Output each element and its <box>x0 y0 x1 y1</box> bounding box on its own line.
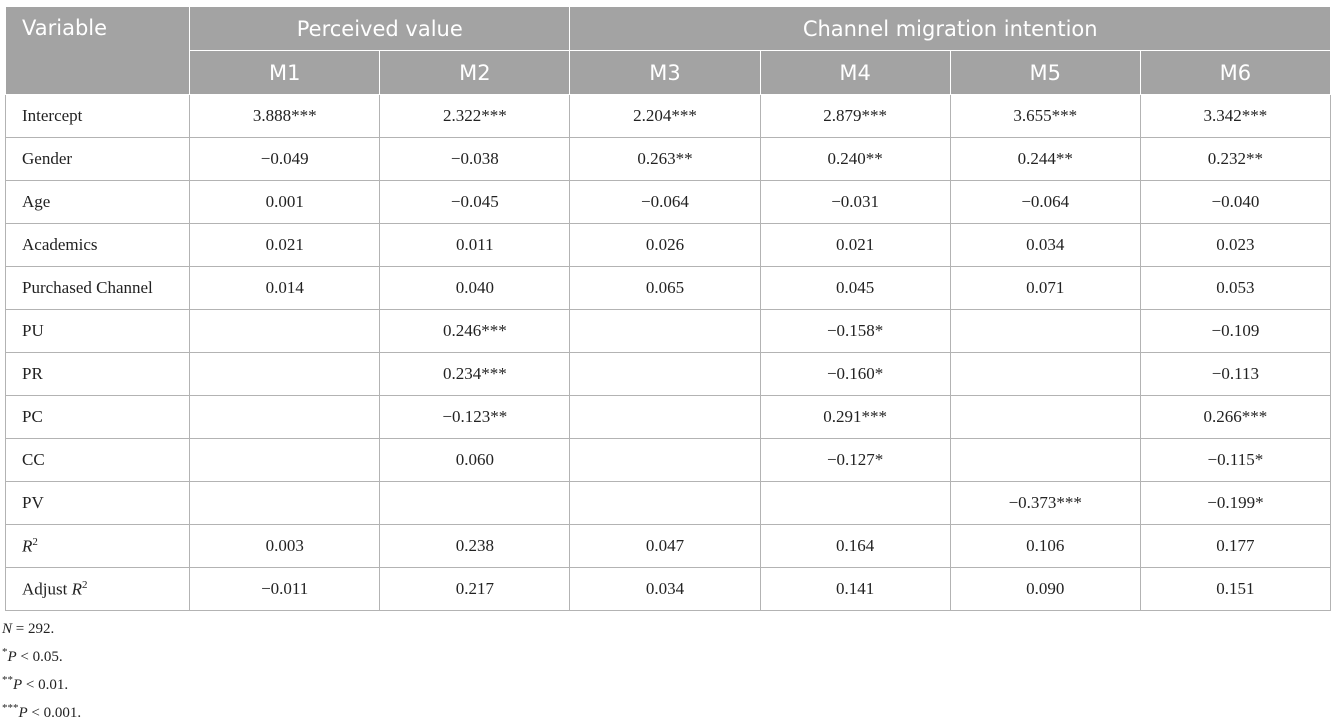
footnote-p-text: < 0.001. <box>27 705 82 721</box>
table-cell: −0.064 <box>950 181 1140 224</box>
table-cell: 0.065 <box>570 267 760 310</box>
table-cell: −0.115* <box>1140 439 1330 482</box>
table-cell: 0.014 <box>190 267 380 310</box>
footnote-stars: * <box>2 646 8 658</box>
table-cell: 0.053 <box>1140 267 1330 310</box>
label-variable: R <box>71 579 82 599</box>
table-header <box>6 7 1331 95</box>
table-row <box>6 138 1331 181</box>
table-cell: −0.123** <box>380 396 570 439</box>
table-cell: 0.106 <box>950 525 1140 568</box>
footnote-p-text: < 0.01. <box>22 677 69 693</box>
table-cell: 0.040 <box>380 267 570 310</box>
table-cell: 0.240** <box>760 138 950 181</box>
row-label: PC <box>6 396 190 439</box>
table-row <box>6 568 1331 611</box>
table-cell: 3.342*** <box>1140 95 1330 138</box>
table-cell <box>760 482 950 525</box>
footnote-p-text: < 0.05. <box>16 649 63 665</box>
table-cell: 0.060 <box>380 439 570 482</box>
table-cell: 2.322*** <box>380 95 570 138</box>
table-cell <box>950 310 1140 353</box>
table-cell: −0.109 <box>1140 310 1330 353</box>
footnote-n-variable: N <box>2 621 13 637</box>
label-superscript: 2 <box>81 578 88 591</box>
footnote-sample-size <box>2 618 81 641</box>
table-cell <box>950 439 1140 482</box>
table-cell: 0.291*** <box>760 396 950 439</box>
table-cell: 0.266*** <box>1140 396 1330 439</box>
row-label: Age <box>6 181 190 224</box>
footnote-n-text: = 292. <box>12 621 55 637</box>
table-row <box>6 181 1331 224</box>
header-row-models <box>6 51 1331 95</box>
table-cell: 2.204*** <box>570 95 760 138</box>
label-variable: R <box>22 536 33 556</box>
footnote-p-variable: P <box>13 677 23 693</box>
table-row <box>6 396 1331 439</box>
table-cell: 0.238 <box>380 525 570 568</box>
table-cell: −0.113 <box>1140 353 1330 396</box>
table-cell: 0.021 <box>760 224 950 267</box>
table-cell: 0.232** <box>1140 138 1330 181</box>
table-cell <box>570 482 760 525</box>
row-label: CC <box>6 439 190 482</box>
footnote-p-001 <box>2 669 81 697</box>
table-cell: −0.160* <box>760 353 950 396</box>
table-row <box>6 267 1331 310</box>
table-row <box>6 482 1331 525</box>
header-model-m3: M3 <box>570 51 760 95</box>
table-cell <box>190 310 380 353</box>
table-cell: 0.244** <box>950 138 1140 181</box>
table-cell: −0.158* <box>760 310 950 353</box>
header-row-groups <box>6 7 1331 51</box>
table-cell: 0.034 <box>950 224 1140 267</box>
header-group-channel-migration-intention: Channel migration intention <box>570 7 1331 51</box>
table-cell: 0.021 <box>190 224 380 267</box>
label-prefix: Adjust <box>22 579 72 599</box>
table-cell: −0.031 <box>760 181 950 224</box>
footnote-p-variable: P <box>18 705 28 721</box>
table-cell <box>570 439 760 482</box>
table-cell: 0.151 <box>1140 568 1330 611</box>
table-cell: −0.373*** <box>950 482 1140 525</box>
regression-table-container <box>5 6 1331 611</box>
table-cell: 0.177 <box>1140 525 1330 568</box>
table-cell <box>950 396 1140 439</box>
table-body <box>6 95 1331 611</box>
table-cell: 3.655*** <box>950 95 1140 138</box>
footnote-stars: *** <box>2 702 19 714</box>
table-cell <box>190 396 380 439</box>
table-cell: −0.038 <box>380 138 570 181</box>
table-cell: 0.034 <box>570 568 760 611</box>
header-variable: Variable <box>6 7 190 95</box>
header-model-m5: M5 <box>950 51 1140 95</box>
table-row <box>6 310 1331 353</box>
header-model-m4: M4 <box>760 51 950 95</box>
table-cell: −0.049 <box>190 138 380 181</box>
table-cell: 0.263** <box>570 138 760 181</box>
table-cell: 0.023 <box>1140 224 1330 267</box>
table-cell: 0.003 <box>190 525 380 568</box>
table-cell: 3.888*** <box>190 95 380 138</box>
table-cell: 0.234*** <box>380 353 570 396</box>
table-cell: −0.127* <box>760 439 950 482</box>
row-label-adjusted-r-squared <box>6 568 190 611</box>
table-cell <box>190 439 380 482</box>
table-cell <box>380 482 570 525</box>
header-model-m6: M6 <box>1140 51 1330 95</box>
regression-table <box>5 6 1331 611</box>
table-row <box>6 439 1331 482</box>
table-cell <box>570 396 760 439</box>
table-footnotes <box>2 618 81 725</box>
table-cell: 0.141 <box>760 568 950 611</box>
footnote-p-variable: P <box>7 649 17 665</box>
table-cell <box>950 353 1140 396</box>
table-cell <box>190 353 380 396</box>
table-cell: 0.047 <box>570 525 760 568</box>
header-model-m2: M2 <box>380 51 570 95</box>
table-cell: 2.879*** <box>760 95 950 138</box>
table-cell: −0.040 <box>1140 181 1330 224</box>
table-row <box>6 95 1331 138</box>
row-label-r-squared <box>6 525 190 568</box>
row-label: Purchased Channel <box>6 267 190 310</box>
row-label: PR <box>6 353 190 396</box>
table-cell: 0.001 <box>190 181 380 224</box>
table-cell <box>570 353 760 396</box>
table-cell <box>190 482 380 525</box>
table-cell: 0.045 <box>760 267 950 310</box>
table-row <box>6 525 1331 568</box>
row-label: PV <box>6 482 190 525</box>
footnote-p-0001 <box>2 697 81 725</box>
table-cell: 0.164 <box>760 525 950 568</box>
table-cell: 0.246*** <box>380 310 570 353</box>
table-cell: −0.199* <box>1140 482 1330 525</box>
row-label: Intercept <box>6 95 190 138</box>
header-model-m1: M1 <box>190 51 380 95</box>
table-cell: 0.011 <box>380 224 570 267</box>
table-row <box>6 224 1331 267</box>
table-row <box>6 353 1331 396</box>
table-cell: 0.217 <box>380 568 570 611</box>
table-cell: 0.071 <box>950 267 1140 310</box>
table-cell: 0.026 <box>570 224 760 267</box>
table-cell: −0.045 <box>380 181 570 224</box>
footnote-stars: ** <box>2 674 13 686</box>
row-label: PU <box>6 310 190 353</box>
table-cell: 0.090 <box>950 568 1140 611</box>
footnote-p-005 <box>2 641 81 669</box>
header-group-perceived-value: Perceived value <box>190 7 570 51</box>
table-cell: −0.064 <box>570 181 760 224</box>
label-superscript: 2 <box>32 535 38 548</box>
row-label: Academics <box>6 224 190 267</box>
row-label: Gender <box>6 138 190 181</box>
table-cell <box>570 310 760 353</box>
table-cell: −0.011 <box>190 568 380 611</box>
